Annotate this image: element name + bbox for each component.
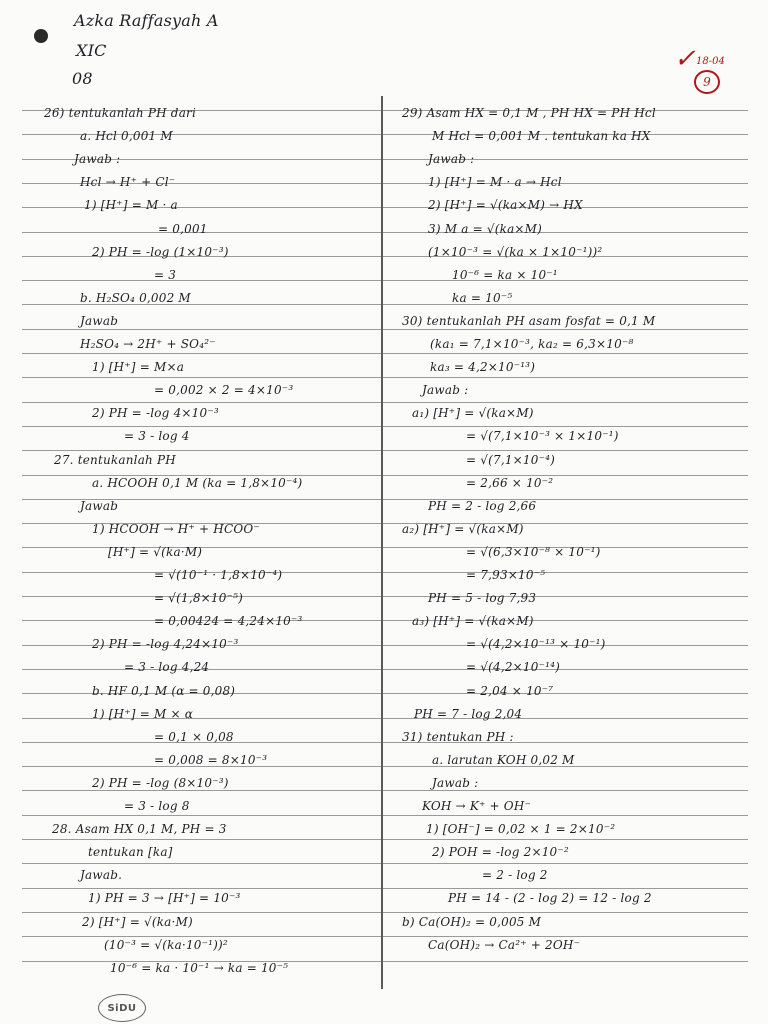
text-line: Ca(OH)₂ → Ca²⁺ + 2OH⁻: [428, 937, 581, 952]
text-line: 2) PH = -log 4×10⁻³: [92, 406, 219, 421]
text-line: 2) PH = -log 4,24×10⁻³: [92, 637, 239, 652]
text-line: 2) PH = -log (1×10⁻³): [92, 244, 229, 259]
ruled-line: [22, 377, 748, 378]
ruled-line: [22, 280, 748, 281]
text-line: b. H₂SO₄ 0,002 M: [80, 290, 191, 305]
text-line: a. larutan KOH 0,02 M: [432, 752, 575, 767]
text-line: KOH → K⁺ + OH⁻: [422, 799, 532, 813]
text-line: Jawab :: [432, 775, 479, 790]
text-line: 1) [OH⁻] = 0,02 × 1 = 2×10⁻²: [426, 822, 616, 837]
text-line: = 0,00424 = 4,24×10⁻³: [154, 614, 303, 629]
text-line: 26) tentukanlah PH dari: [44, 106, 197, 120]
text-line: H₂SO₄ → 2H⁺ + SO₄²⁻: [80, 337, 216, 351]
text-line: Jawab :: [422, 383, 469, 398]
text-line: 1) HCOOH → H⁺ + HCOO⁻: [92, 521, 260, 536]
student-name: Azka Raffasyah A: [74, 11, 219, 30]
text-line: = √(7,1×10⁻³ × 1×10⁻¹): [466, 429, 619, 444]
ruled-line: [22, 839, 748, 840]
ruled-line: [22, 159, 748, 160]
text-line: = 0,002 × 2 = 4×10⁻³: [154, 383, 294, 398]
column-divider: [381, 96, 383, 989]
text-line: Jawab.: [80, 868, 123, 883]
text-line: PH = 5 - log 7,93: [428, 591, 537, 606]
text-line: ka₃ = 4,2×10⁻¹³): [430, 360, 536, 375]
text-line: = 7,93×10⁻⁵: [466, 568, 546, 582]
text-line: Jawab: [80, 313, 119, 328]
student-number: 08: [72, 69, 93, 88]
text-line: 1) [H⁺] = M × α: [92, 706, 194, 721]
ruled-line: [22, 766, 748, 767]
text-line: = 2,66 × 10⁻²: [466, 475, 554, 490]
ruled-line: [22, 912, 748, 913]
ruled-line: [22, 353, 748, 354]
text-line: 2) [H⁺] = √(ka·M): [82, 914, 193, 929]
text-line: 28. Asam HX 0,1 M, PH = 3: [52, 822, 227, 837]
text-line: = 3 - log 4,24: [124, 660, 210, 675]
text-line: 29) Asam HX = 0,1 M , PH HX = PH Hcl: [402, 106, 656, 120]
ruled-line: [22, 620, 748, 621]
notebook-brand-logo: [98, 994, 146, 1022]
ruled-line: [22, 863, 748, 864]
ruled-line: [22, 572, 748, 573]
text-line: = 3 - log 8: [124, 799, 190, 813]
text-line: Jawab :: [74, 152, 121, 167]
text-line: (ka₁ = 7,1×10⁻³, ka₂ = 6,3×10⁻⁸: [430, 337, 634, 351]
text-line: M Hcl = 0,001 M . tentukan ka HX: [432, 129, 651, 144]
ruled-line: [22, 499, 748, 500]
text-line: 10⁻⁶ = ka · 10⁻¹ → ka = 10⁻⁵: [110, 960, 289, 975]
ruled-line: [22, 742, 748, 743]
ruled-line: [22, 450, 748, 451]
ruled-line: [22, 426, 748, 427]
text-line: = √(10⁻¹ · 1,8×10⁻⁴): [154, 568, 283, 582]
text-line: = 2,04 × 10⁻⁷: [466, 683, 554, 698]
text-line: b) Ca(OH)₂ = 0,005 M: [402, 914, 542, 929]
text-line: PH = 2 - log 2,66: [428, 498, 537, 513]
text-line: = 0,001: [158, 221, 208, 236]
text-line: 2) PH = -log (8×10⁻³): [92, 775, 229, 790]
ruled-line: [22, 790, 748, 791]
text-line: 10⁻⁶ = ka × 10⁻¹: [452, 267, 558, 282]
binder-hole: [34, 29, 48, 43]
notebook-brand-text: SiDU: [107, 1002, 137, 1014]
text-line: a₁) [H⁺] = √(ka×M): [412, 406, 534, 421]
text-line: = √(4,2×10⁻¹³ × 10⁻¹): [466, 637, 606, 652]
text-line: 31) tentukan PH :: [402, 729, 514, 744]
text-line: = 2 - log 2: [482, 868, 548, 883]
text-line: tentukan [ka]: [88, 845, 173, 860]
text-line: (10⁻³ = √(ka·10⁻¹))²: [104, 937, 228, 952]
ruled-line: [22, 888, 748, 889]
ruled-line: [22, 596, 748, 597]
text-line: PH = 14 - (2 - log 2) = 12 - log 2: [448, 891, 652, 906]
text-line: Jawab :: [428, 152, 475, 167]
text-line: 27. tentukanlah PH: [54, 452, 176, 467]
teacher-check-icon: ✓: [674, 44, 696, 74]
text-line: = √(7,1×10⁻⁴): [466, 452, 556, 467]
text-line: a₂) [H⁺] = √(ka×M): [402, 521, 524, 536]
text-line: 1) PH = 3 → [H⁺] = 10⁻³: [88, 891, 241, 906]
text-line: (1×10⁻³ = √(ka × 1×10⁻¹))²: [428, 244, 603, 259]
text-line: b. HF 0,1 M (α = 0,08): [92, 683, 236, 698]
text-line: 2) POH = -log 2×10⁻²: [432, 845, 569, 860]
grade-score: [694, 70, 720, 94]
text-line: = 3 - log 4: [124, 429, 190, 444]
ruled-line: [22, 329, 748, 330]
text-line: 2) [H⁺] = √(ka×M) → HX: [428, 198, 583, 213]
text-line: = 3: [154, 267, 177, 282]
ruled-line: [22, 402, 748, 403]
text-line: = √(6,3×10⁻⁸ × 10⁻¹): [466, 544, 601, 559]
text-line: 1) [H⁺] = M · a → Hcl: [428, 175, 562, 190]
grade-date: 18-04: [696, 56, 725, 67]
grade-score-value: 9: [703, 75, 711, 89]
student-class: XIC: [76, 41, 107, 60]
text-line: ka = 10⁻⁵: [452, 290, 513, 305]
text-line: a. Hcl 0,001 M: [80, 129, 173, 144]
text-line: a₃) [H⁺] = √(ka×M): [412, 614, 534, 629]
text-line: [H⁺] = √(ka·M): [108, 544, 203, 559]
text-line: 1) [H⁺] = M×a: [92, 360, 185, 375]
text-line: 3) M a = √(ka×M): [428, 221, 543, 236]
ruled-line: [22, 815, 748, 816]
text-line: a. HCOOH 0,1 M (ka = 1,8×10⁻⁴): [92, 475, 303, 490]
text-line: 1) [H⁺] = M · a: [84, 198, 178, 213]
text-line: = √(4,2×10⁻¹⁴): [466, 660, 561, 675]
text-line: = √(1,8×10⁻⁵): [154, 591, 244, 606]
text-line: 30) tentukanlah PH asam fosfat = 0,1 M: [402, 313, 656, 328]
text-line: = 0,008 = 8×10⁻³: [154, 752, 268, 767]
ruled-line: [22, 232, 748, 233]
text-line: Hcl → H⁺ + Cl⁻: [80, 175, 176, 190]
text-line: = 0,1 × 0,08: [154, 729, 234, 744]
text-line: Jawab: [80, 498, 119, 513]
text-line: PH = 7 - log 2,04: [414, 706, 523, 721]
